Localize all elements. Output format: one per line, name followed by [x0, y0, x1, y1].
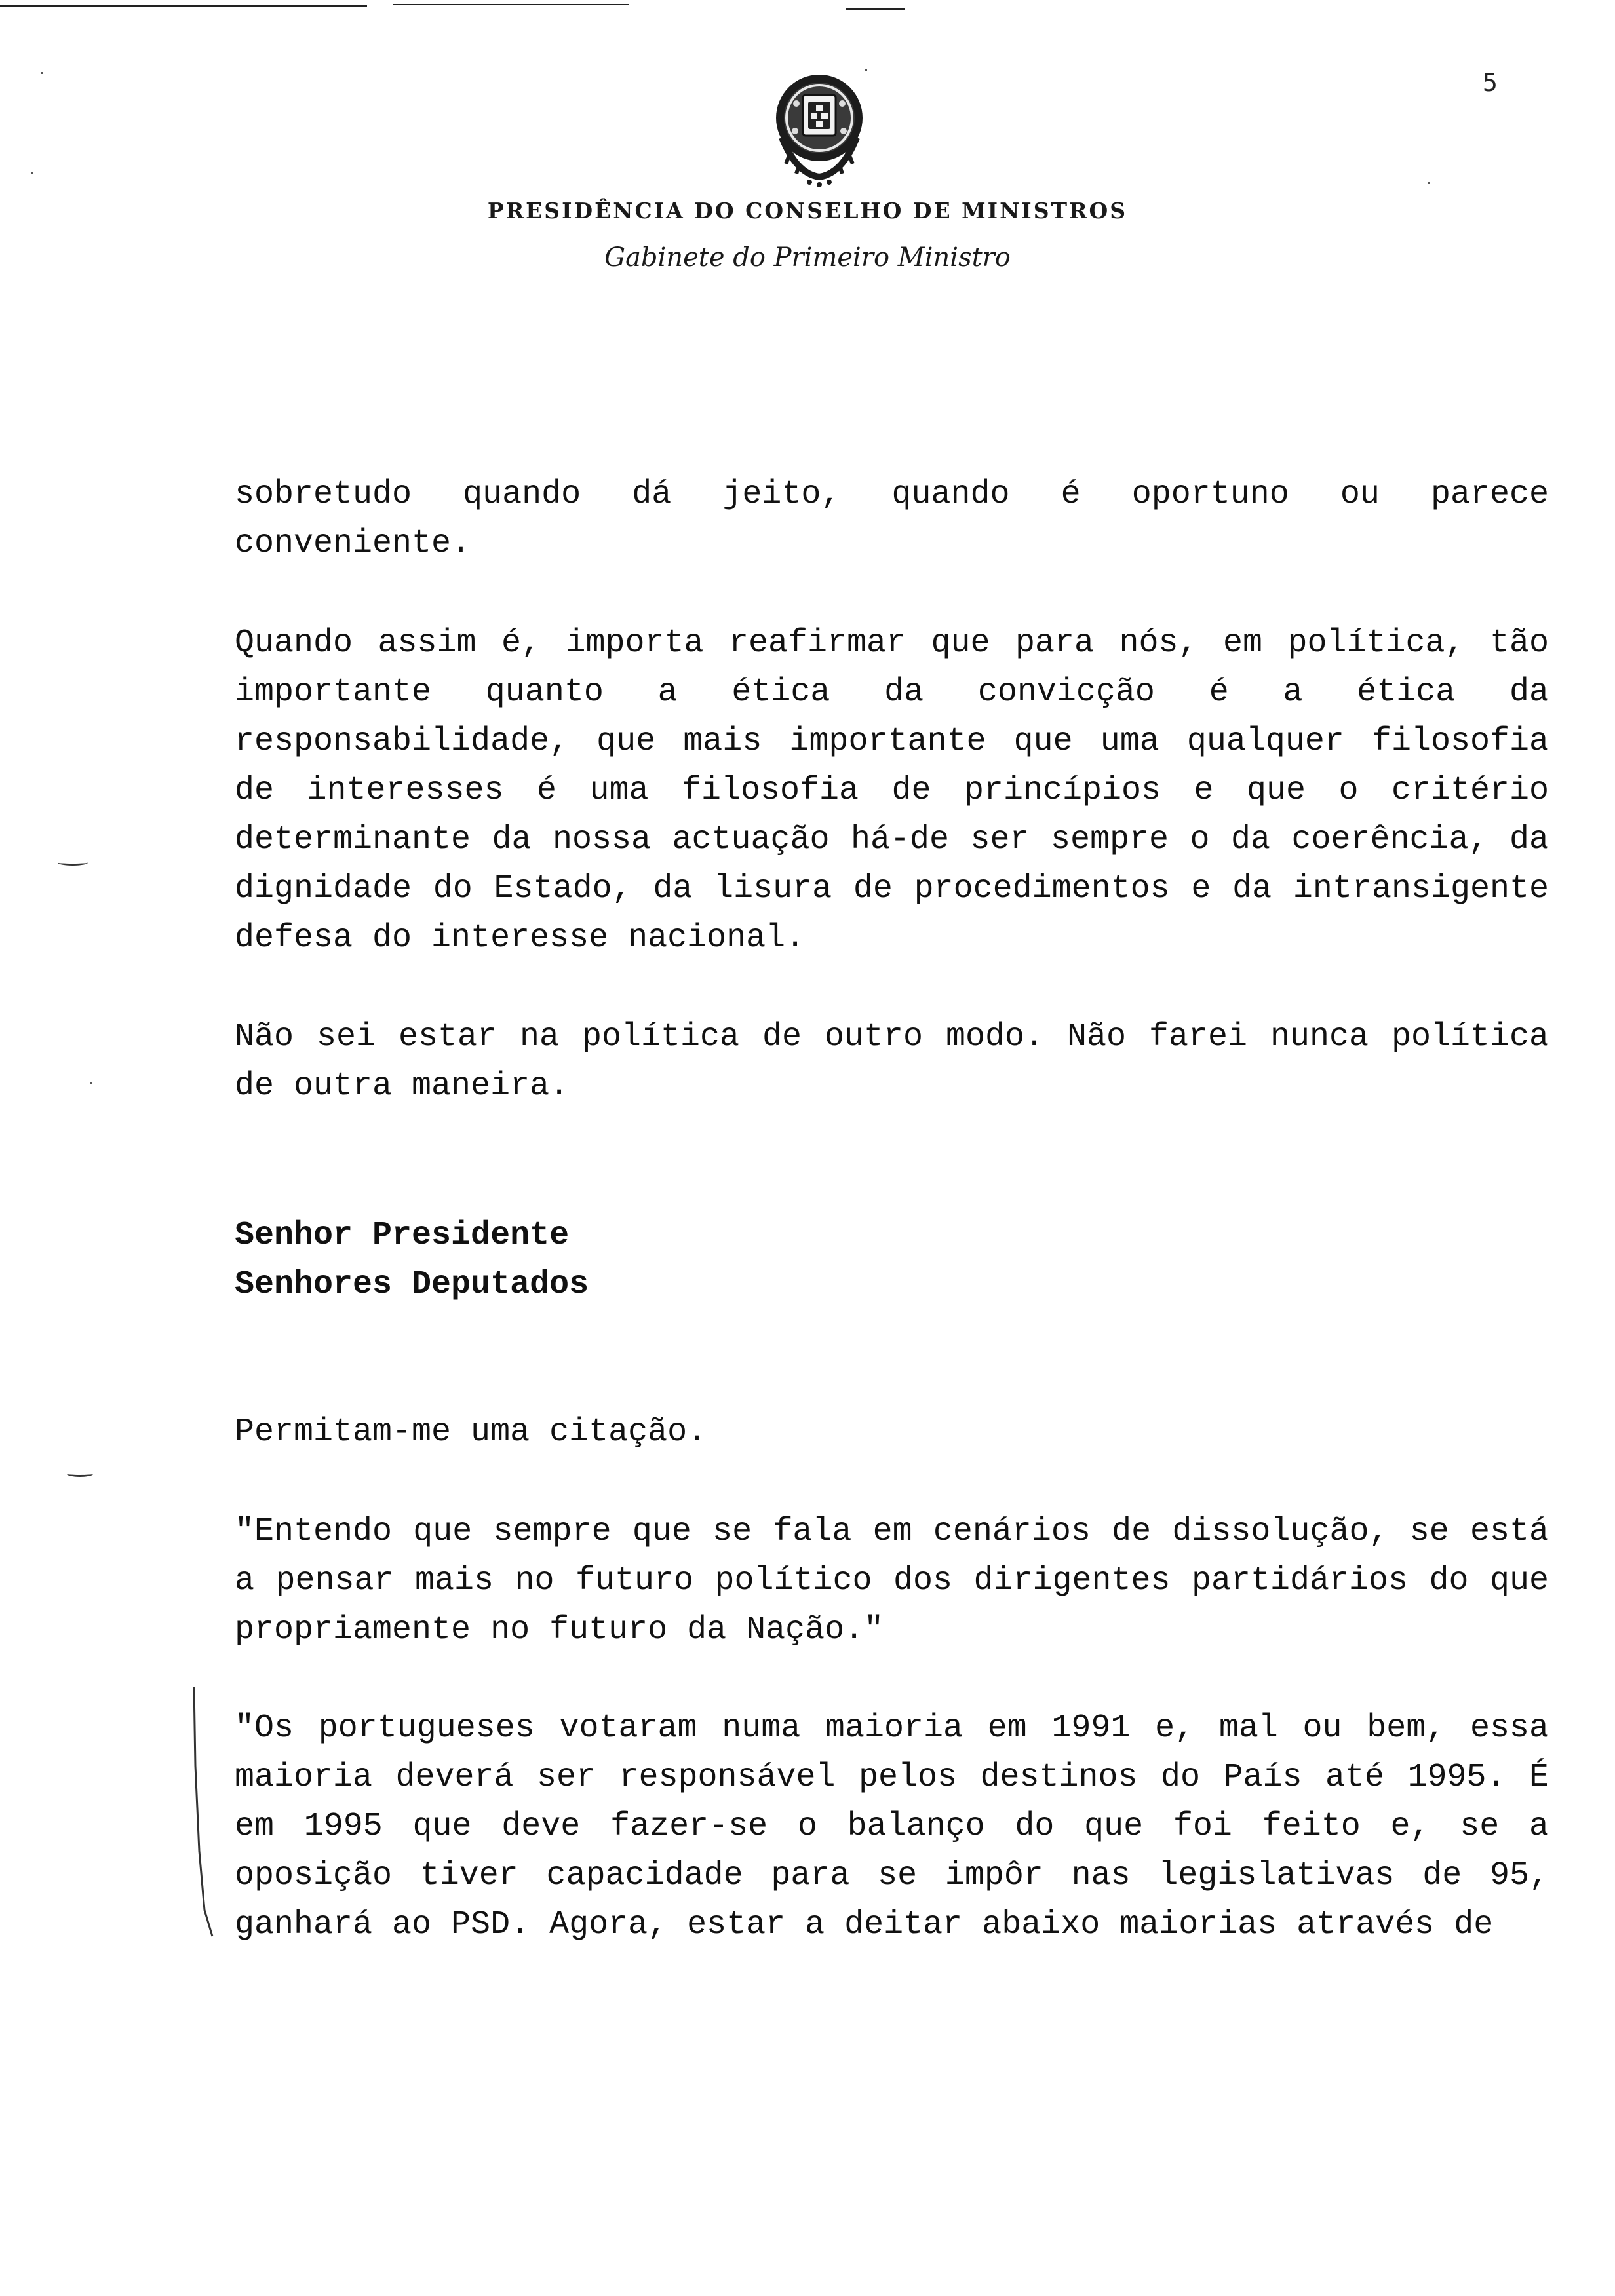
- salutation-deputies: Senhores Deputados: [235, 1266, 589, 1303]
- margin-speck: [1428, 182, 1430, 184]
- margin-speck: [865, 69, 867, 71]
- office-subtitle: Gabinete do Primeiro Ministro: [604, 242, 1011, 273]
- paragraph-ethics: Quando assim é, importa reafirmar que para nós, em política, tão importante quanto a ética da convicção é a ética da responsabilidade, que mais importante que uma qualquer filosofia de interesses é uma filosofia de princípios e que o critério determinante da nossa actuação há-de ser sempre o da coerência, da dignidade do Estado, da lisura de procedimentos e da intransigente defesa do interesse nacional.: [235, 624, 1549, 957]
- institution-title: PRESIDÊNCIA DO CONSELHO DE MINISTROS: [487, 198, 1128, 223]
- scan-artifact-line: [0, 5, 367, 7]
- margin-bracket-mark: [189, 1687, 215, 1940]
- margin-speck: [41, 72, 43, 74]
- margin-speck: [90, 1082, 92, 1084]
- coat-of-arms-icon: [764, 66, 875, 190]
- margin-speck: [31, 172, 33, 174]
- paragraph-citation-intro: Permitam-me uma citação.: [235, 1413, 707, 1451]
- margin-mark: [67, 1471, 93, 1477]
- page-number: 5: [1483, 68, 1498, 97]
- quote-majority: "Os portugueses votaram numa maioria em 1991 e, mal ou bem, essa maioria deverá ser responsável pelos destinos do País até 1995. É em 1995 que deve fazer-se o balanço do que foi feito e, se a oposição tiver capacidade para se impôr nas legislativas de 95, ganhará ao PSD. Agora, estar a deitar abaixo maiorias através de: [235, 1710, 1549, 1943]
- scan-artifact-line: [393, 4, 629, 5]
- paragraph-continuation: sobretudo quando dá jeito, quando é oportuno ou parece conveniente.: [235, 476, 1549, 562]
- quote-dissolution: "Entendo que sempre que se fala em cenários de dissolução, se está a pensar mais no futuro político dos dirigentes partidários do que propriamente no futuro da Nação.": [235, 1513, 1549, 1649]
- margin-mark: [58, 860, 88, 866]
- paragraph-politics: Não sei estar na política de outro modo. Não farei nunca política de outra maneira.: [235, 1018, 1549, 1105]
- scan-artifact-line: [846, 8, 905, 10]
- salutation-president: Senhor Presidente: [235, 1217, 570, 1254]
